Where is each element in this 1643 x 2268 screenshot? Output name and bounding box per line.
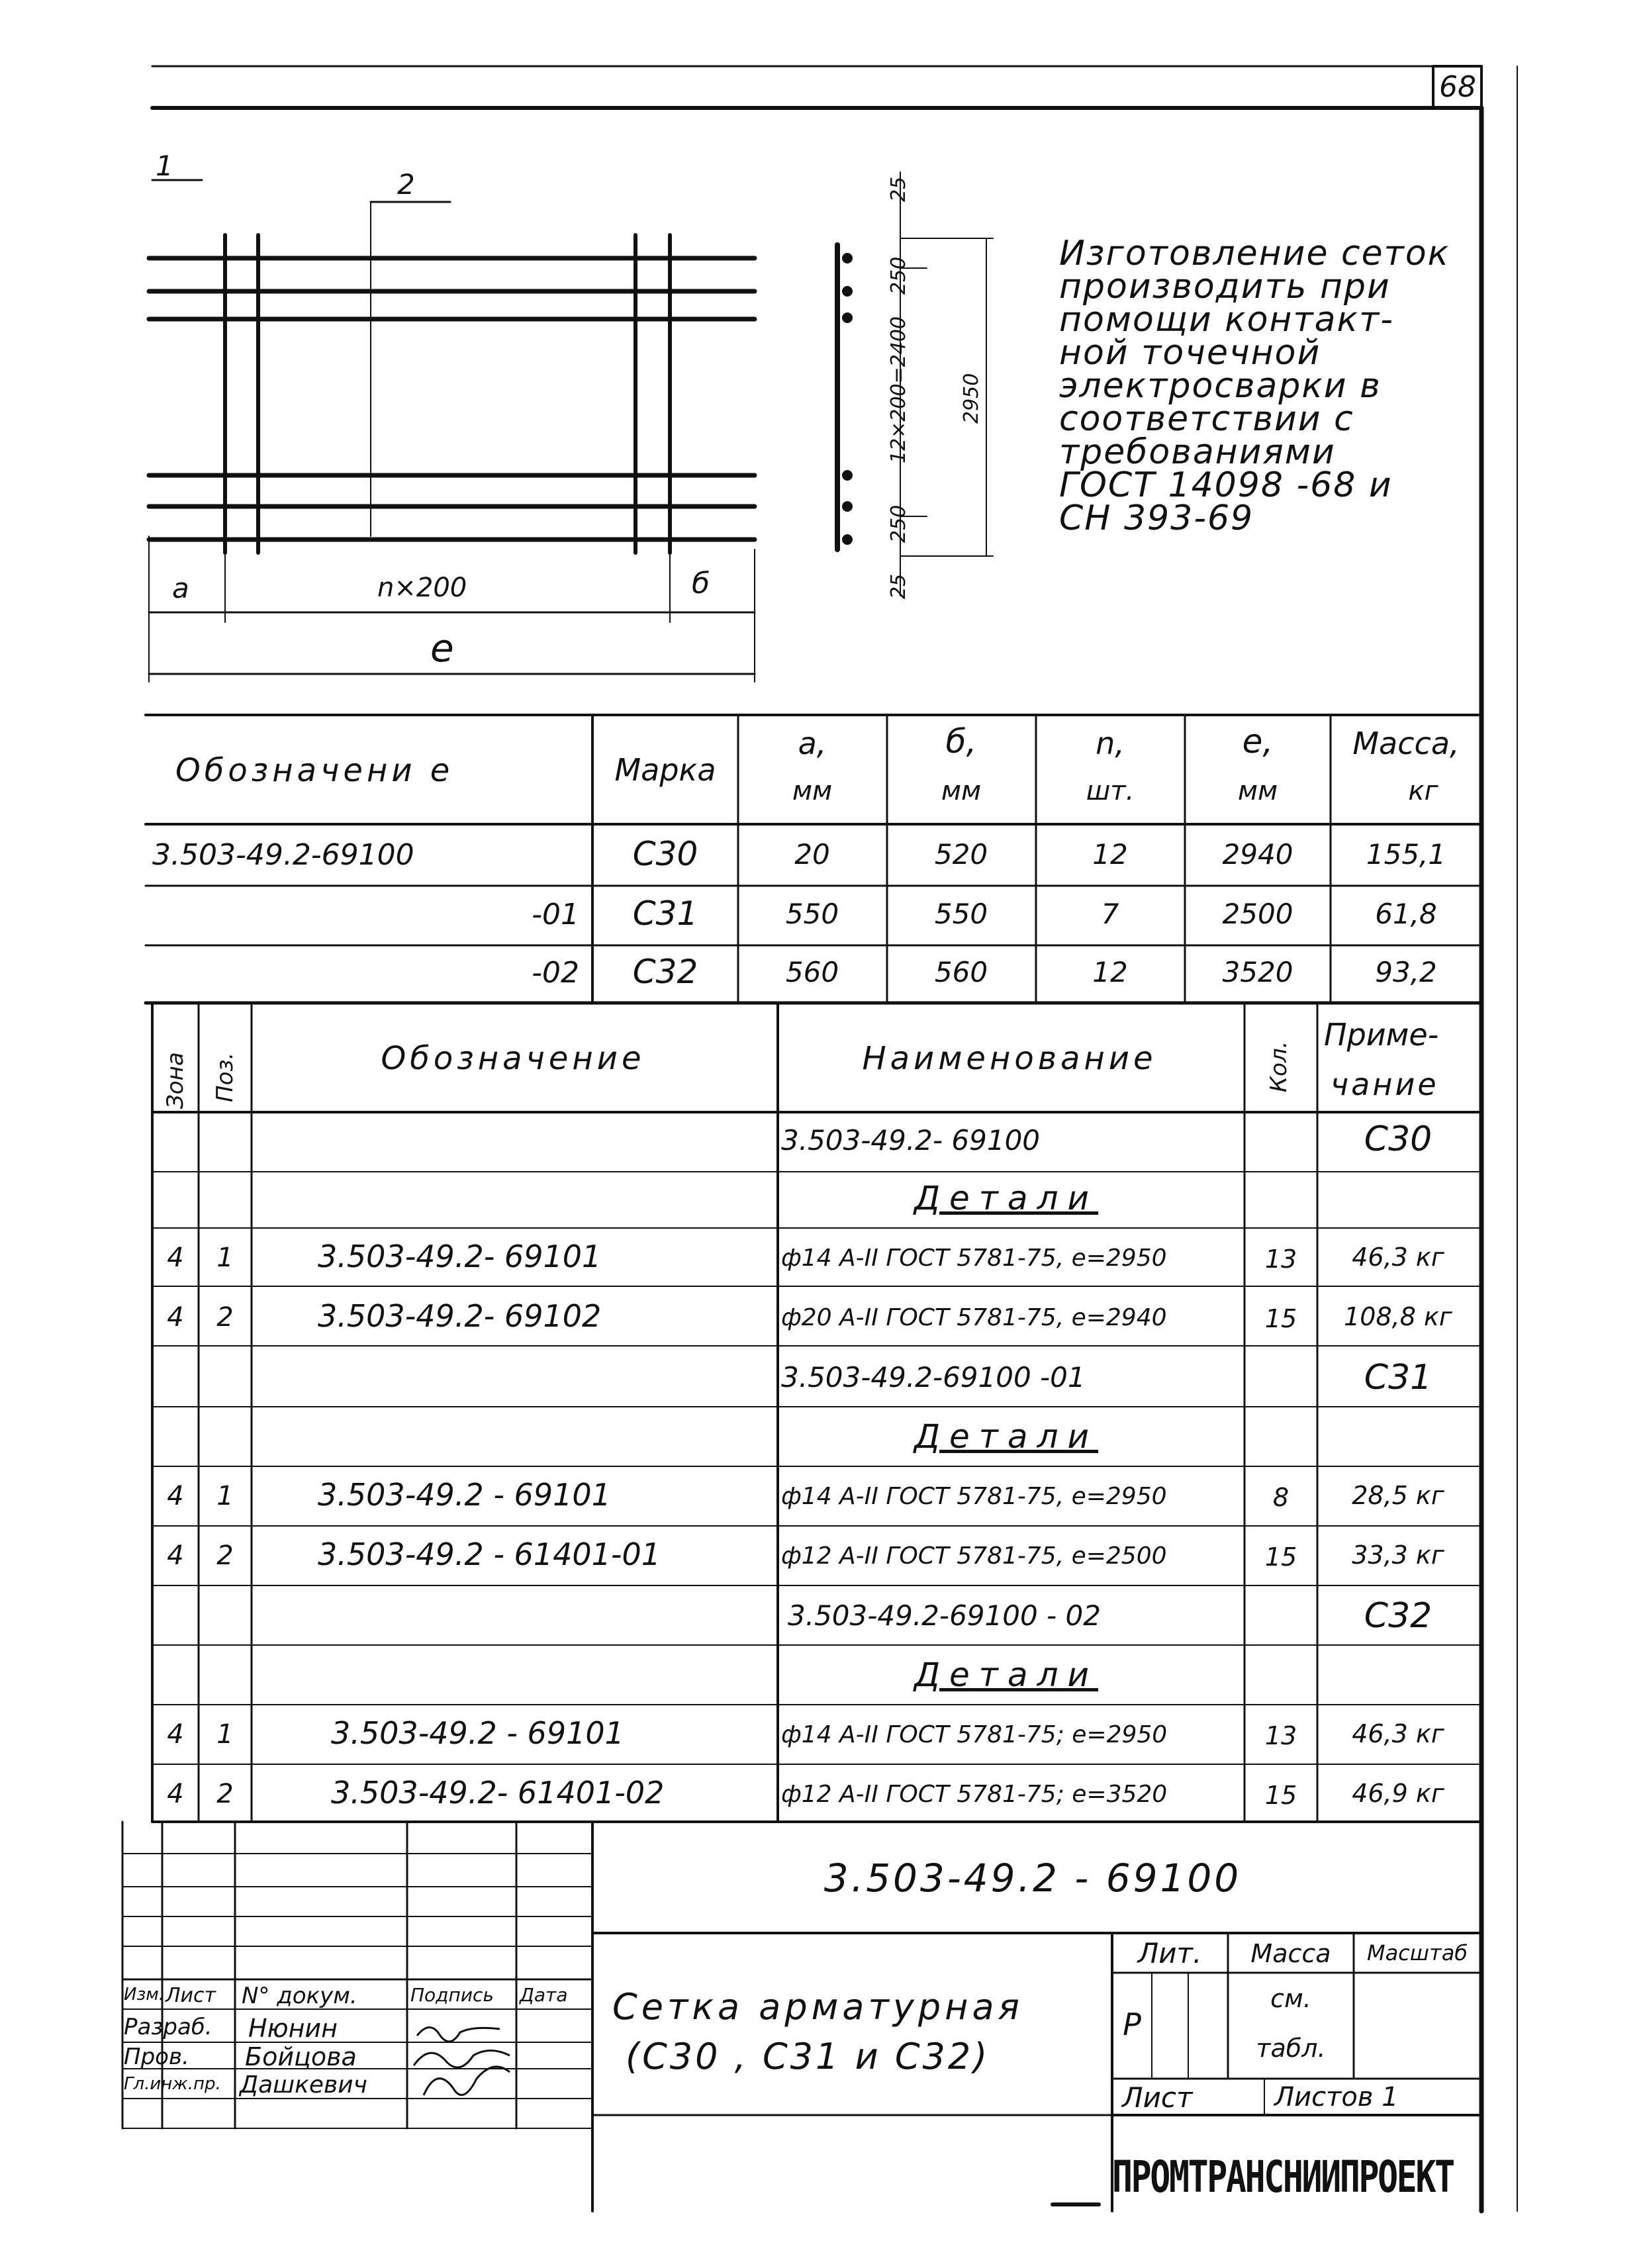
- t1-header-designation: Обозначени е: [175, 752, 454, 789]
- t2-cell-pos: 2: [216, 1540, 234, 1571]
- t2-cell-qty: 15: [1264, 1542, 1297, 1572]
- t2-header-note-1: Приме-: [1324, 1017, 1439, 1053]
- dimension-a: a: [172, 572, 189, 604]
- t1-cell-a: 20: [794, 838, 830, 871]
- t1-cell-b: 550: [934, 898, 988, 930]
- t2-cell-format: 4: [167, 1243, 184, 1273]
- note-line: производить при: [1059, 267, 1391, 307]
- t1-cell-mass: 61,8: [1375, 898, 1437, 930]
- t1-cell-mark: С31: [632, 894, 698, 933]
- t1-cell-designation: 3.503-49.2-69100: [152, 838, 414, 872]
- t2-cell-designation: 3.503-49.2 - 69101: [331, 1715, 624, 1751]
- mass-value-2: табл.: [1256, 2034, 1326, 2063]
- t2-cell-qty: 8: [1272, 1483, 1290, 1512]
- note-line: Изготовление сеток: [1059, 234, 1450, 273]
- t2-section-details: Детали: [914, 1417, 1099, 1456]
- t2-section-details: Детали: [914, 1179, 1099, 1217]
- t2-cell-note: С31: [1364, 1358, 1432, 1397]
- dimension-b: б: [692, 567, 710, 600]
- t2-cell-note: С32: [1364, 1596, 1432, 1636]
- t2-cell-designation: 3.503-49.2 - 69101: [318, 1477, 611, 1513]
- t2-cell-name: ф20 А-II ГОСТ 5781-75, e=2940: [781, 1304, 1167, 1331]
- position-1-label: 1: [156, 150, 173, 182]
- name-gip: Дашкевич: [240, 2071, 367, 2099]
- t1-header-a-unit: мм: [792, 776, 833, 806]
- t2-cell-designation: 3.503-49.2- 69102: [318, 1298, 602, 1334]
- col-sign: Подпись: [410, 1984, 494, 2006]
- t2-header-zone: Зона: [162, 1052, 189, 1109]
- document-title-line-2: (С30 , С31 и С32): [626, 2036, 990, 2077]
- t2-cell-designation: 3.503-49.2- 69101: [318, 1239, 602, 1274]
- t2-cell-name: ф14 А-II ГОСТ 5781-75, e=2950: [781, 1483, 1167, 1510]
- t2-section-details: Детали: [914, 1656, 1099, 1694]
- t1-header-e: e,: [1242, 722, 1274, 761]
- t2-header-qty: Кол.: [1266, 1041, 1292, 1092]
- t2-cell-pos: 1: [216, 1481, 234, 1511]
- t2-cell-name: 3.503-49.2-69100 -01: [781, 1361, 1086, 1394]
- dimension-250-bottom: 250: [887, 504, 910, 543]
- t1-header-a: a,: [798, 726, 827, 761]
- t1-cell-a: 550: [785, 898, 839, 930]
- t1-cell-n: 12: [1092, 956, 1128, 988]
- t1-cell-mark: С32: [632, 953, 698, 991]
- t2-cell-designation: 3.503-49.2- 61401-02: [331, 1775, 665, 1811]
- sheets-label: Листов 1: [1274, 2082, 1399, 2112]
- dimension-e: e: [430, 626, 454, 671]
- t1-header-mass: Масса,: [1352, 726, 1460, 761]
- t1-cell-designation: -01: [532, 898, 579, 931]
- t1-cell-b: 560: [934, 956, 988, 988]
- dimension-n200: n×200: [377, 573, 467, 603]
- t2-cell-note: 46,3 кг: [1352, 1719, 1444, 1748]
- t2-header-pos: Поз.: [212, 1052, 238, 1102]
- scale-label: Масштаб: [1366, 1940, 1468, 1965]
- t2-cell-format: 4: [167, 1302, 184, 1333]
- col-list: Лист: [165, 1984, 216, 2007]
- t2-cell-note: 33,3 кг: [1352, 1540, 1444, 1570]
- role-prov: Пров.: [124, 2044, 189, 2070]
- t1-cell-mark: С30: [632, 835, 698, 873]
- t1-cell-n: 12: [1092, 838, 1128, 871]
- t2-header-name: Наименование: [862, 1040, 1157, 1077]
- t2-cell-name: ф14 А-II ГОСТ 5781-75, e=2950: [781, 1245, 1167, 1272]
- t2-cell-designation: 3.503-49.2 - 61401-01: [318, 1536, 661, 1572]
- note-line: электросварки в: [1059, 366, 1382, 406]
- t2-cell-format: 4: [167, 1540, 184, 1571]
- mass-value-1: см.: [1270, 1984, 1311, 2013]
- t1-cell-mass: 93,2: [1375, 956, 1437, 988]
- t2-cell-format: 4: [167, 1779, 184, 1809]
- t2-cell-qty: 15: [1264, 1304, 1297, 1333]
- note-line: ГОСТ 14098 -68 и: [1059, 465, 1393, 505]
- t2-cell-pos: 2: [216, 1302, 234, 1333]
- mesh-plan-view: [149, 180, 755, 682]
- lit-value: Р: [1123, 2007, 1141, 2042]
- t1-cell-designation: -02: [532, 956, 579, 990]
- t1-header-b: б,: [945, 722, 977, 761]
- t2-cell-pos: 1: [216, 1719, 234, 1750]
- role-razrab: Разраб.: [124, 2014, 212, 2040]
- name-prov: Бойцова: [245, 2042, 357, 2071]
- mass-label: Масса: [1250, 1939, 1331, 1968]
- t2-cell-name: 3.503-49.2- 69100: [781, 1124, 1041, 1157]
- t1-cell-b: 520: [934, 838, 988, 871]
- t1-cell-e: 3520: [1222, 956, 1293, 988]
- t2-cell-name: ф14 А-II ГОСТ 5781-75; e=2950: [781, 1721, 1168, 1748]
- t2-cell-note: 28,5 кг: [1352, 1481, 1444, 1510]
- t2-cell-note: 46,9 кг: [1352, 1779, 1444, 1808]
- t2-cell-qty: 13: [1264, 1721, 1297, 1750]
- dimension-2950: 2950: [960, 373, 983, 424]
- role-gip: Гл.инж.пр.: [124, 2074, 221, 2094]
- dimension-250-top: 250: [887, 256, 910, 295]
- t2-cell-qty: 13: [1264, 1245, 1297, 1274]
- t1-header-b-unit: мм: [941, 776, 982, 806]
- t1-cell-mass: 155,1: [1366, 838, 1446, 871]
- t2-cell-format: 4: [167, 1481, 184, 1511]
- col-doc: N° докум.: [242, 1983, 357, 2009]
- document-number: 3.503-49.2 - 69100: [823, 1856, 1242, 1901]
- t2-cell-pos: 2: [216, 1779, 234, 1809]
- t2-cell-note: С30: [1364, 1119, 1432, 1159]
- position-2-label: 2: [397, 168, 415, 201]
- organization-name: ПРОМТРАНСНИИПРОЕКТ: [1112, 2151, 1454, 2202]
- dimension-12x200: 12×200=2400: [887, 316, 910, 463]
- note-line: соответствии с: [1059, 399, 1354, 439]
- t2-cell-note: 108,8 кг: [1344, 1302, 1452, 1331]
- t1-cell-a: 560: [785, 956, 839, 988]
- dimension-25-top: 25: [887, 176, 910, 202]
- t2-cell-qty: 15: [1264, 1781, 1297, 1810]
- sheet-number: 68: [1439, 70, 1476, 104]
- t2-cell-name: ф12 А-II ГОСТ 5781-75, e=2500: [781, 1542, 1167, 1570]
- t1-header-e-unit: мм: [1237, 776, 1278, 806]
- note-line: СН 393-69: [1059, 498, 1254, 538]
- dimension-25-bottom: 25: [887, 573, 910, 599]
- t2-cell-name: ф12 А-II ГОСТ 5781-75; e=3520: [781, 1781, 1168, 1808]
- document-title-line-1: Сетка арматурная: [612, 1986, 1024, 2028]
- manufacturing-note: [1059, 234, 1483, 538]
- signatures: [414, 2028, 510, 2096]
- lit-label: Лит.: [1137, 1937, 1202, 1969]
- note-line: помощи контакт-: [1059, 300, 1394, 340]
- t2-header-designation: Обозначение: [381, 1040, 645, 1077]
- t1-header-mass-unit: кг: [1408, 776, 1438, 806]
- note-line: ной точечной: [1059, 333, 1321, 373]
- t1-header-mark: Марка: [614, 752, 716, 788]
- col-date: Дата: [520, 1984, 568, 2006]
- t1-cell-n: 7: [1101, 898, 1119, 930]
- t1-header-n-unit: шт.: [1086, 776, 1135, 806]
- sheet-label: Лист: [1122, 2081, 1193, 2114]
- name-razrab: Нюнин: [248, 2014, 338, 2043]
- note-line: требованиями: [1059, 432, 1336, 472]
- t1-header-n: n,: [1096, 726, 1125, 761]
- t2-cell-note: 46,3 кг: [1352, 1243, 1444, 1272]
- t1-cell-e: 2940: [1222, 838, 1293, 871]
- t2-cell-name: 3.503-49.2-69100 - 02: [788, 1599, 1101, 1632]
- t1-cell-e: 2500: [1222, 898, 1293, 930]
- t2-header-note-2: чание: [1331, 1066, 1439, 1102]
- col-izm: Изм.: [124, 1985, 165, 2005]
- t2-cell-pos: 1: [216, 1243, 234, 1273]
- t2-cell-format: 4: [167, 1719, 184, 1750]
